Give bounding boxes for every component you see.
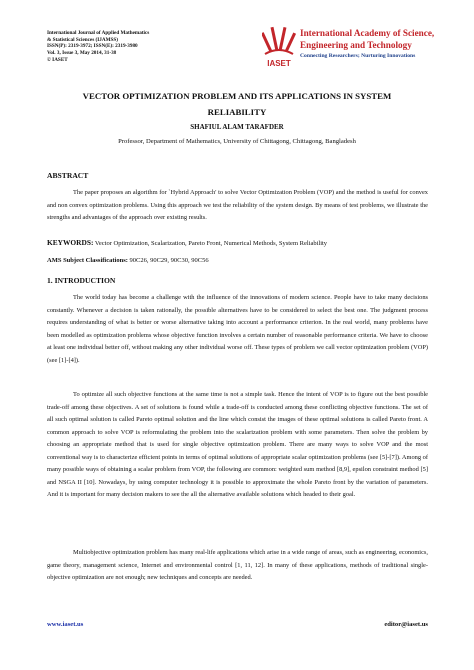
intro-paragraph-2: To optimize all such objective functions at the same time is not a simple task. Hence the intent of VOP is to figure out the best possible trade-off among these objectives. A set of solutions is found while a trade-off is conducted among these conflicting objective functions. The set of all such optimal solution is called Pareto optimal solution and the line which consist the images of these optimal solutions is called Pareto front. A common approach to solve VOP is reformulating the problem into the scalarization problem with some parameters. Then solve the problem by choosing an appropriate method that is used for single objective optimization problem. There are many ways to solve VOP and the most conventional way is to characterize efficient points in terms of optimal solutions of appropriate scalar optimization problems (see [5]-[7]). Among of many possible ways of obtaining a scalar problem from VOP, the following are common: weighted sum method [8,9], epsilon constraint method [5] and NSGA II [10]. Nowadays, by using computer technology it is possible to approximate the whole Pareto front by the variation of parameters. And it is important for many decision makers to see the all the alternative available solutions which headed to their goal. — [47, 391, 428, 498]
journal-name-line: & Statistical Sciences (IJAMSS) — [47, 36, 119, 43]
brand-line-1: International Academy of Science, — [300, 28, 435, 38]
keywords-list: Vector Optimization, Scalarization, Pareto Front, Numerical Methods, System Reliability — [93, 240, 328, 247]
author-name: SHAFIUL ALAM TARAFDER — [190, 123, 284, 131]
keywords — [47, 238, 437, 247]
ams-classification — [47, 257, 437, 264]
journal-info — [47, 30, 247, 64]
introduction-heading: 1. INTRODUCTION — [47, 276, 116, 285]
intro-paragraph-1: The world today has become a challenge with the influence of the innovations of modern science. People have to take many decisions constantly. Whenever a decision is taken rationally, the possible alternatives have to be considered to select the best one. The judgment process requires understanding of what is better or worse alternative taking into account a performance criterion. In the real world, many problems have been modelled as optimization problems whose objective function involves a certain number of reasonable performance criteria. We have to choose at least one individual better off, without making any other individual worse off. These types of problem we call vector optimization problem (VOP) (see [1]-[4]). — [47, 294, 428, 364]
keywords-label: KEYWORDS: — [47, 238, 94, 247]
paper-title: VECTOR OPTIMIZATION PROBLEM AND ITS APPLICATIONS IN SYSTEM RELIABILITY — [82, 91, 392, 117]
website-link[interactable]: www.iaset.us — [47, 621, 84, 628]
brand-tagline: Connecting Researchers; Nurturing Innovations — [300, 53, 416, 59]
volume-line: Vol. 3, Issue 3, May 2014, 31-38 — [47, 50, 117, 57]
ams-label: AMS Subject Classifications: — [47, 257, 128, 264]
iaset-logo-icon — [262, 24, 296, 72]
abstract-heading: ABSTRACT — [47, 171, 89, 180]
author-affiliation: Professor, Department of Mathematics, University of Chittagong, Chittagong, Bangladesh — [118, 138, 356, 145]
abstract-text: The paper proposes an algorithm for `Hybrid Approach' to solve Vector Optimization Problem (VOP) and the method is useful for convex and non convex optimization problems. Using this approach we test the reliability of the system design. By means of test problems, we illustrate the strengths and advantages of the approach over existing results. — [47, 189, 428, 221]
brand-line-2: Engineering and Technology — [300, 40, 412, 50]
ams-codes: 90C26, 90C29, 90C30, 90C56 — [127, 257, 209, 264]
journal-name-line: International Journal of Applied Mathematics — [47, 30, 150, 36]
intro-paragraph-3: Multiobjective optimization problem has many real-life applications which arise in a wide range of areas, such as engineering, economics, game theory, management science, Internet and environmental control [1, 11, 12]. In many of these applications, methods of traditional single-objective optimization are not enough; new techniques and concepts are needed. — [47, 549, 428, 581]
publisher-brand — [300, 27, 450, 61]
logo-text: IASET — [267, 59, 291, 68]
copyright-line: © IASET — [47, 56, 68, 63]
issn-line: ISSN(P): 2319-3972; ISSN(E): 2319-3980 — [47, 43, 138, 50]
editor-email[interactable]: editor@iaset.us — [384, 621, 428, 628]
